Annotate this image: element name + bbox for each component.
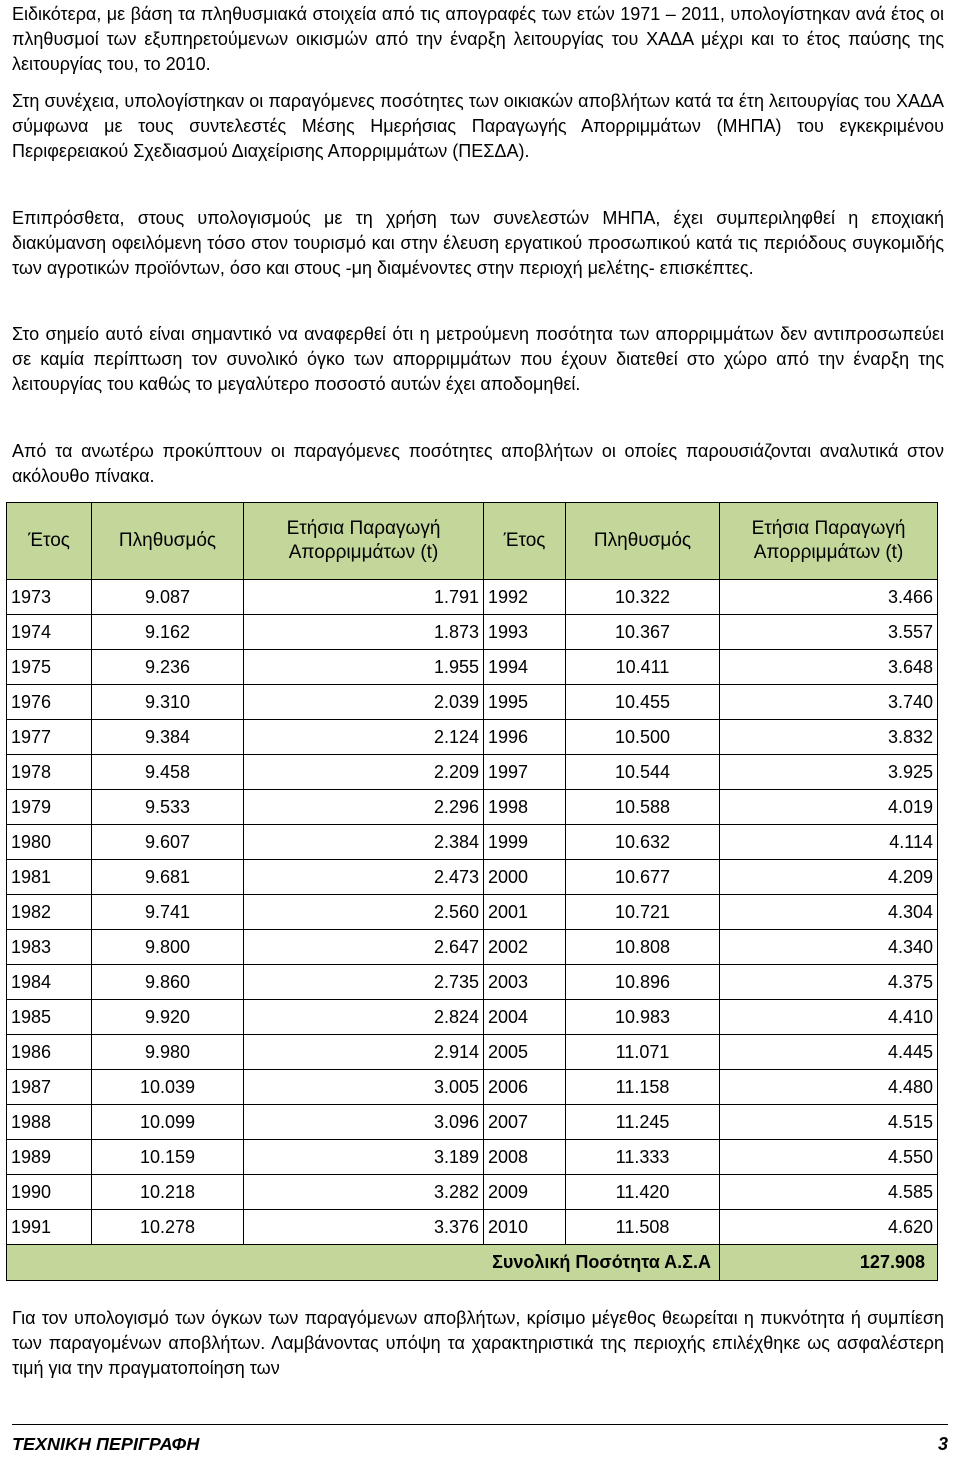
cell-population-left: 9.860 — [92, 965, 244, 1000]
cell-population-left: 9.980 — [92, 1035, 244, 1070]
table-row — [7, 1105, 938, 1140]
cell-population-left: 9.087 — [92, 580, 244, 615]
cell-year-left: 1974 — [7, 615, 92, 650]
cell-waste-left: 2.209 — [244, 755, 484, 790]
table-total-row — [7, 1245, 938, 1281]
header-waste-left — [244, 503, 484, 580]
cell-year-right: 2001 — [484, 895, 566, 930]
cell-population-right: 10.721 — [566, 895, 720, 930]
cell-year-right: 1998 — [484, 790, 566, 825]
cell-waste-right: 4.410 — [720, 1000, 938, 1035]
cell-year-left: 1980 — [7, 825, 92, 860]
cell-population-right: 10.322 — [566, 580, 720, 615]
footer-title: ΤΕΧΝΙΚΗ ΠΕΡΙΓΡΑΦΗ — [12, 1434, 200, 1454]
total-label: Συνολική Ποσότητα Α.Σ.Α — [7, 1245, 720, 1281]
header-waste-right — [720, 503, 938, 580]
cell-waste-right: 4.209 — [720, 860, 938, 895]
paragraph-seasonal-variation: Επιπρόσθετα, στους υπολογισμούς με τη χρήση των συνελεστών ΜΗΠΑ, έχει συμπεριληφθεί η εποχιακή διακύμανση οφειλόμενη τόσο στον τουρισμό και στην έλευση εργατικού προσωπικού κατά τις περιόδους συγκομιδής των αγροτικών προϊόντων, όσο και στους -μη διαμένοντες στην περιοχή μελέτης- επισκέπτες. — [12, 208, 944, 278]
cell-population-left: 9.533 — [92, 790, 244, 825]
cell-waste-left: 2.647 — [244, 930, 484, 965]
table-row — [7, 720, 938, 755]
table-row — [7, 1210, 938, 1245]
table-row — [7, 825, 938, 860]
cell-population-left: 9.920 — [92, 1000, 244, 1035]
paragraph-population-calculation: Ειδικότερα, με βάση τα πληθυσμιακά στοιχεία από τις απογραφές των ετών 1971 – 2011, υπολογίστηκαν ανά έτος οι πληθυσμοί των εξυπηρετούμενων οικισμών από την έναρξη λειτουργίας του ΧΑΔΑ μέχρι και το έτος παύσης της λειτουργίας του, το 2010. — [12, 4, 944, 74]
paragraph-decomposition-note: Στο σημείο αυτό είναι σημαντικό να αναφερθεί ότι η μετρούμενη ποσότητα των απορριμμάτων δεν αντιπροσωπεύει σε καμία περίπτωση τον συνολικό όγκο των απορριμμάτων που έχουν διατεθεί στο χώρο από την έναρξη της λειτουργίας του καθώς το μεγαλύτερο ποσοστό αυτών έχει αποδομηθεί. — [12, 324, 944, 394]
cell-year-left: 1990 — [7, 1175, 92, 1210]
cell-year-right: 2003 — [484, 965, 566, 1000]
cell-population-left: 10.218 — [92, 1175, 244, 1210]
cell-waste-right: 4.019 — [720, 790, 938, 825]
cell-waste-left: 3.189 — [244, 1140, 484, 1175]
cell-population-right: 10.411 — [566, 650, 720, 685]
cell-population-left: 9.384 — [92, 720, 244, 755]
cell-year-right: 2006 — [484, 1070, 566, 1105]
cell-waste-right: 4.585 — [720, 1175, 938, 1210]
header-waste-right-line2: Απορριμμάτων (t) — [753, 542, 904, 563]
table-row — [7, 965, 938, 1000]
cell-year-left: 1977 — [7, 720, 92, 755]
cell-waste-right: 4.480 — [720, 1070, 938, 1105]
cell-waste-left: 3.376 — [244, 1210, 484, 1245]
cell-waste-right: 3.740 — [720, 685, 938, 720]
header-year-left: Έτος — [7, 503, 92, 580]
table-row — [7, 580, 938, 615]
cell-population-left: 10.278 — [92, 1210, 244, 1245]
cell-year-left: 1987 — [7, 1070, 92, 1105]
cell-year-left: 1984 — [7, 965, 92, 1000]
cell-waste-right: 3.925 — [720, 755, 938, 790]
paragraph-density-note: Για τον υπολογισμό των όγκων των παραγόμενων αποβλήτων, κρίσιμο μέγεθος θεωρείται η πυκνότητα ή συμπίεση των παραγομένων αποβλήτων. Λαμβάνοντας υπόψη τα χαρακτηριστικά της περιοχής επιλέχθηκε ως ασφαλέστερη τιμή για την πραγματοποίηση των — [12, 1308, 944, 1378]
cell-population-right: 11.158 — [566, 1070, 720, 1105]
cell-waste-left: 1.791 — [244, 580, 484, 615]
page-footer — [12, 1424, 948, 1455]
page-number: 3 — [937, 1434, 948, 1454]
cell-year-left: 1975 — [7, 650, 92, 685]
header-waste-left-line2: Απορριμμάτων (t) — [288, 542, 439, 563]
cell-population-left: 9.310 — [92, 685, 244, 720]
cell-population-left: 10.159 — [92, 1140, 244, 1175]
cell-waste-left: 2.735 — [244, 965, 484, 1000]
cell-year-left: 1983 — [7, 930, 92, 965]
cell-year-right: 1995 — [484, 685, 566, 720]
cell-population-right: 11.420 — [566, 1175, 720, 1210]
table-body — [7, 580, 938, 1245]
cell-population-right: 10.500 — [566, 720, 720, 755]
cell-waste-right: 4.304 — [720, 895, 938, 930]
cell-population-right: 10.367 — [566, 615, 720, 650]
cell-year-left: 1973 — [7, 580, 92, 615]
header-waste-right-line1: Ετήσια Παραγωγή — [751, 518, 906, 539]
table-header-row — [7, 503, 938, 580]
cell-waste-left: 1.955 — [244, 650, 484, 685]
cell-population-left: 9.458 — [92, 755, 244, 790]
cell-population-right: 10.896 — [566, 965, 720, 1000]
cell-waste-left: 3.282 — [244, 1175, 484, 1210]
cell-waste-left: 2.384 — [244, 825, 484, 860]
cell-year-left: 1981 — [7, 860, 92, 895]
cell-population-left: 9.236 — [92, 650, 244, 685]
cell-population-right: 11.245 — [566, 1105, 720, 1140]
table-row — [7, 1140, 938, 1175]
cell-year-right: 1994 — [484, 650, 566, 685]
table-row — [7, 615, 938, 650]
table-row — [7, 790, 938, 825]
cell-year-left: 1989 — [7, 1140, 92, 1175]
cell-waste-left: 3.096 — [244, 1105, 484, 1140]
cell-population-right: 11.071 — [566, 1035, 720, 1070]
cell-year-right: 1997 — [484, 755, 566, 790]
cell-year-left: 1979 — [7, 790, 92, 825]
cell-population-left: 9.681 — [92, 860, 244, 895]
cell-year-right: 2009 — [484, 1175, 566, 1210]
cell-waste-right: 4.515 — [720, 1105, 938, 1140]
header-population-right: Πληθυσμός — [566, 503, 720, 580]
cell-waste-left: 2.914 — [244, 1035, 484, 1070]
cell-year-left: 1982 — [7, 895, 92, 930]
cell-population-left: 9.162 — [92, 615, 244, 650]
table-row — [7, 895, 938, 930]
cell-waste-right: 4.340 — [720, 930, 938, 965]
cell-waste-left: 1.873 — [244, 615, 484, 650]
cell-waste-right: 3.557 — [720, 615, 938, 650]
cell-year-left: 1988 — [7, 1105, 92, 1140]
cell-year-right: 2010 — [484, 1210, 566, 1245]
table-row — [7, 1000, 938, 1035]
cell-waste-left: 2.296 — [244, 790, 484, 825]
header-waste-left-line1: Ετήσια Παραγωγή — [286, 518, 441, 539]
cell-year-right: 2000 — [484, 860, 566, 895]
cell-waste-right: 3.832 — [720, 720, 938, 755]
cell-population-right: 10.544 — [566, 755, 720, 790]
cell-waste-left: 3.005 — [244, 1070, 484, 1105]
cell-waste-left: 2.473 — [244, 860, 484, 895]
table-row — [7, 1070, 938, 1105]
header-year-right: Έτος — [484, 503, 566, 580]
cell-population-right: 10.455 — [566, 685, 720, 720]
table-row — [7, 685, 938, 720]
cell-population-left: 9.607 — [92, 825, 244, 860]
table-row — [7, 930, 938, 965]
cell-waste-left: 2.124 — [244, 720, 484, 755]
cell-year-right: 1993 — [484, 615, 566, 650]
cell-year-right: 2007 — [484, 1105, 566, 1140]
cell-year-left: 1991 — [7, 1210, 92, 1245]
cell-waste-left: 2.560 — [244, 895, 484, 930]
cell-year-right: 2005 — [484, 1035, 566, 1070]
table-row — [7, 1035, 938, 1070]
cell-year-left: 1985 — [7, 1000, 92, 1035]
cell-year-right: 2004 — [484, 1000, 566, 1035]
cell-waste-right: 3.648 — [720, 650, 938, 685]
cell-year-left: 1978 — [7, 755, 92, 790]
total-value: 127.908 — [720, 1245, 938, 1281]
cell-waste-left: 2.039 — [244, 685, 484, 720]
cell-population-right: 11.508 — [566, 1210, 720, 1245]
cell-year-right: 2008 — [484, 1140, 566, 1175]
cell-waste-left: 2.824 — [244, 1000, 484, 1035]
cell-year-left: 1976 — [7, 685, 92, 720]
cell-population-right: 10.632 — [566, 825, 720, 860]
cell-year-right: 2002 — [484, 930, 566, 965]
paragraph-table-intro: Από τα ανωτέρω προκύπτουν οι παραγόμενες ποσότητες αποβλήτων οι οποίες παρουσιάζονται αναλυτικά στον ακόλουθο πίνακα. — [12, 441, 944, 486]
cell-waste-right: 4.550 — [720, 1140, 938, 1175]
table-row — [7, 1175, 938, 1210]
table-row — [7, 650, 938, 685]
cell-population-right: 10.808 — [566, 930, 720, 965]
table-row — [7, 755, 938, 790]
cell-waste-right: 4.620 — [720, 1210, 938, 1245]
cell-population-right: 10.677 — [566, 860, 720, 895]
cell-year-right: 1996 — [484, 720, 566, 755]
waste-production-table — [6, 502, 938, 1281]
cell-population-right: 11.333 — [566, 1140, 720, 1175]
cell-year-left: 1986 — [7, 1035, 92, 1070]
cell-waste-right: 3.466 — [720, 580, 938, 615]
cell-population-left: 10.039 — [92, 1070, 244, 1105]
cell-population-left: 9.741 — [92, 895, 244, 930]
cell-waste-right: 4.114 — [720, 825, 938, 860]
cell-population-right: 10.983 — [566, 1000, 720, 1035]
header-population-left: Πληθυσμός — [92, 503, 244, 580]
waste-production-table-container — [6, 502, 938, 1281]
table-row — [7, 860, 938, 895]
cell-population-left: 10.099 — [92, 1105, 244, 1140]
cell-year-right: 1999 — [484, 825, 566, 860]
cell-waste-right: 4.375 — [720, 965, 938, 1000]
cell-population-right: 10.588 — [566, 790, 720, 825]
cell-population-left: 9.800 — [92, 930, 244, 965]
cell-year-right: 1992 — [484, 580, 566, 615]
paragraph-waste-coefficients: Στη συνέχεια, υπολογίστηκαν οι παραγόμενες ποσότητες των οικιακών αποβλήτων κατά τα έτη λειτουργίας του ΧΑΔΑ σύμφωνα με τους συντελεστές Μέσης Ημερήσιας Παραγωγής Απορριμμάτων (ΜΗΠΑ) του εγκεκριμένου Περιφερειακού Σχεδιασμού Διαχείρισης Απορριμμάτων (ΠΕΣΔΑ). — [12, 91, 944, 161]
cell-waste-right: 4.445 — [720, 1035, 938, 1070]
